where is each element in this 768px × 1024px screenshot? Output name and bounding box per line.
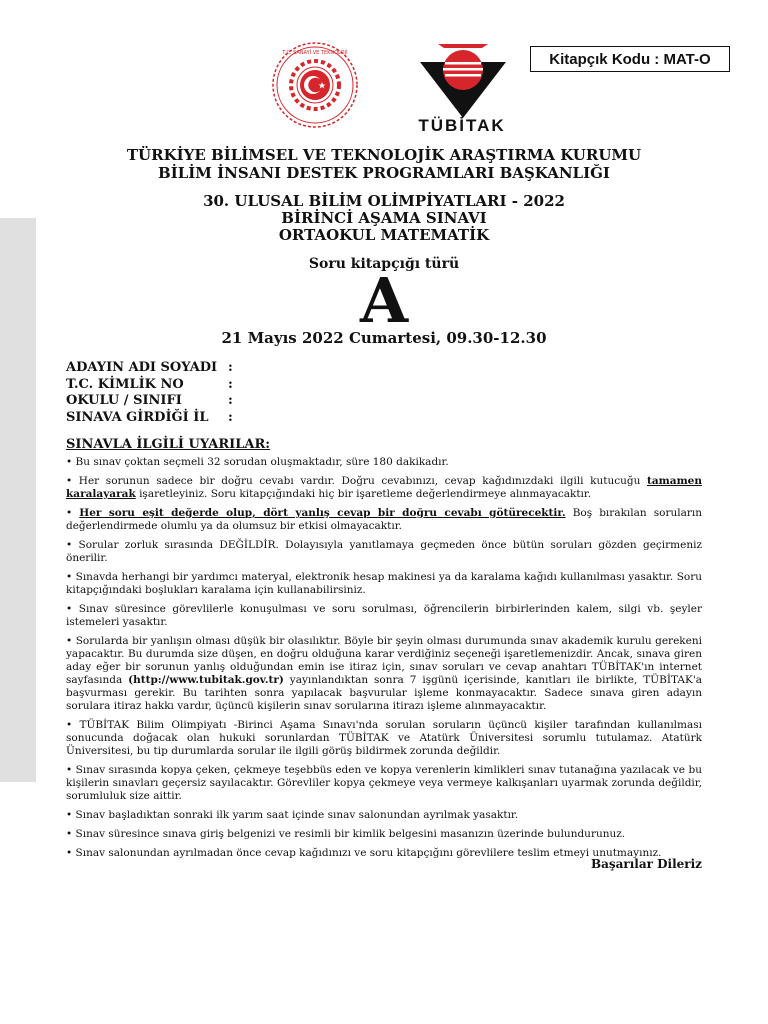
closing-text: Başarılar Dileriz xyxy=(590,857,702,871)
field-label: OKULU / SINIFI xyxy=(66,393,182,408)
exam-date: 21 Mayıs 2022 Cumartesi, 09.30-12.30 xyxy=(221,329,547,347)
tubitak-url-text: (http://www.tubitak.gov.tr) xyxy=(128,674,284,686)
field-separator: : xyxy=(228,409,233,425)
warning-item: • Sorular zorluk sırasında DEĞİLDİR. Dolayısıyla yanıtlamaya geçmeden önce bütün soruları gözden geçirmeniz önerilir. xyxy=(66,539,702,564)
warning-text: Boş bırakılan soruların değerlendirmede olumlu ya da olumsuz bir etkisi olmayacaktır. xyxy=(66,507,703,532)
warning-item: • Sınav sırasında kopya çeken, çekmeye teşebbüs eden ve kopya verenlerin kimlikleri sınav tutanağına yazılacak ve bu kişilerin sınavları geçersiz sayılacaktır. Görevliler kopya çekmeye veya vermeye kalkışanları uyarmak zorunda değildir, sorumluluk size aittir. xyxy=(66,764,702,802)
warning-emphasis: tamamen karalayarak xyxy=(66,475,702,500)
field-label: ADAYIN ADI SOYADI xyxy=(66,360,218,375)
warnings-title: SINAVLA İLGİLİ UYARILAR: xyxy=(66,437,271,452)
exam-title-line-1: 30. ULUSAL BİLİM OLİMPİYATLARI - 2022 xyxy=(203,192,565,210)
warning-item: • TÜBİTAK Bilim Olimpiyatı -Birinci Aşama Sınavı'nda sorulan soruların üçüncü kişiler tarafından kullanılması sonucunda doğacak olan hukuki sorunlardan TÜBİTAK ve Atatürk Üniversitesi sorumlu tutulamaz. Atatürk Üniversitesi, bu tip durumlarda sorular ile ilgili görüş bildirmek zorunda değildir. xyxy=(66,719,702,757)
warning-item xyxy=(66,475,702,501)
field-row xyxy=(66,393,233,410)
ministry-seal-logo xyxy=(270,40,360,130)
warning-item: • Bu sınav çoktan seçmeli 32 sorudan oluşmaktadır, süre 180 dakikadır. xyxy=(66,456,449,468)
field-label: T.C. KİMLİK NO xyxy=(66,376,184,392)
booklet-code: Kitapçık Kodu : MAT-O xyxy=(549,50,711,68)
field-separator: : xyxy=(228,376,233,392)
institution-line-2: BİLİM İNSANI DESTEK PROGRAMLARI BAŞKANLIĞI xyxy=(158,164,610,182)
warning-text: • Sorularda bir yanlışın olması düşük bir olasılıktır. Böyle bir şeyin olması durumunda sınav akademik kurulu gerekeni yapacaktır. Bu durumda size düşen, en doğru olduğuna karar verdiğiniz seçeneği işaretlemenizdir. Ancak, sınava giren aday eğer bir sorunun yanlış olduğundan emin ise itiraz için, sınav soruları ve cevap anahtarı TÜBİTAK'ın internet sayfasında xyxy=(66,635,702,686)
tubitak-logo-text: TÜBİTAK xyxy=(418,116,506,135)
warning-item xyxy=(66,507,702,533)
warning-item: • Sınav başladıktan sonraki ilk yarım saat içinde sınav salonundan ayrılmak yasaktır. xyxy=(66,809,519,821)
field-row xyxy=(66,360,233,377)
candidate-fields xyxy=(66,360,233,426)
warning-item: • Sınavda herhangi bir yardımcı materyal, elektronik hesap makinesi ya da karalama kağıdı kullanılması yasaktır. Soru kitapçığındaki boşlukları karalama için kullanabilirsiniz. xyxy=(66,571,702,596)
field-separator: : xyxy=(228,393,233,408)
warning-item: • Sınav süresince görevlilerle konuşulması ve soru sorulması, öğrencilerin birbirlerinden kalem, silgi vb. şeyler istemeleri yasaktır. xyxy=(66,603,702,628)
field-separator: : xyxy=(228,360,233,375)
booklet-type-letter: A xyxy=(359,264,409,337)
warning-text: • Her sorunun sadece bir doğru cevabı vardır. Doğru cevabınızı, cevap kağıdınızdaki ilgili kutucuğu xyxy=(66,475,647,487)
warning-text: yayınlandıktan sonra 7 işgünü içerisinde, kanıtları ile birlikte, TÜBİTAK'a başvurması gerekir. Bu tarihten sonra yapılacak başvurular işleme konmayacaktır. Sadece sınava giren adayın sorulara itiraz hakkı vardır, üçüncü kişilerin sınav sorularına itirazı işleme alınmayacaktır. xyxy=(66,674,702,712)
warning-item: • Sınav salonundan ayrılmadan önce cevap kağıdınızı ve soru kitapçığını görevlilere teslim etmeyi unutmayınız. xyxy=(66,847,662,859)
field-row xyxy=(66,410,233,427)
warning-item xyxy=(66,635,702,713)
booklet-code-box xyxy=(530,46,730,72)
booklet-type-label: Soru kitapçığı türü xyxy=(308,256,460,272)
exam-title-line-3: ORTAOKUL MATEMATİK xyxy=(278,226,490,244)
warning-emphasis: Her soru eşit değerde olup, dört yanlış cevap bir doğru cevabı götürecektir. xyxy=(79,507,566,519)
svg-text:T.C. SANAYİ VE TEKNOLOJİ: T.C. SANAYİ VE TEKNOLOJİ xyxy=(282,50,348,56)
warning-text: işaretleyiniz. Soru kitapçığındaki hiç bir işaretleme değerlendirmeye alınmayacaktır. xyxy=(135,488,592,500)
warning-item: • Sınav süresince sınava giriş belgenizi ve resimli bir kimlik belgesini masanızın üzerinde bulundurunuz. xyxy=(66,828,626,840)
field-row xyxy=(66,377,233,394)
warning-text: • xyxy=(66,507,80,519)
institution-line-1: TÜRKİYE BİLİMSEL VE TEKNOLOJİK ARAŞTIRMA KURUMU xyxy=(126,146,642,164)
exam-title-line-2: BİRİNCİ AŞAMA SINAVI xyxy=(281,209,487,227)
warnings-list xyxy=(66,456,702,866)
field-label: SINAVA GİRDİĞİ İL xyxy=(66,409,209,425)
